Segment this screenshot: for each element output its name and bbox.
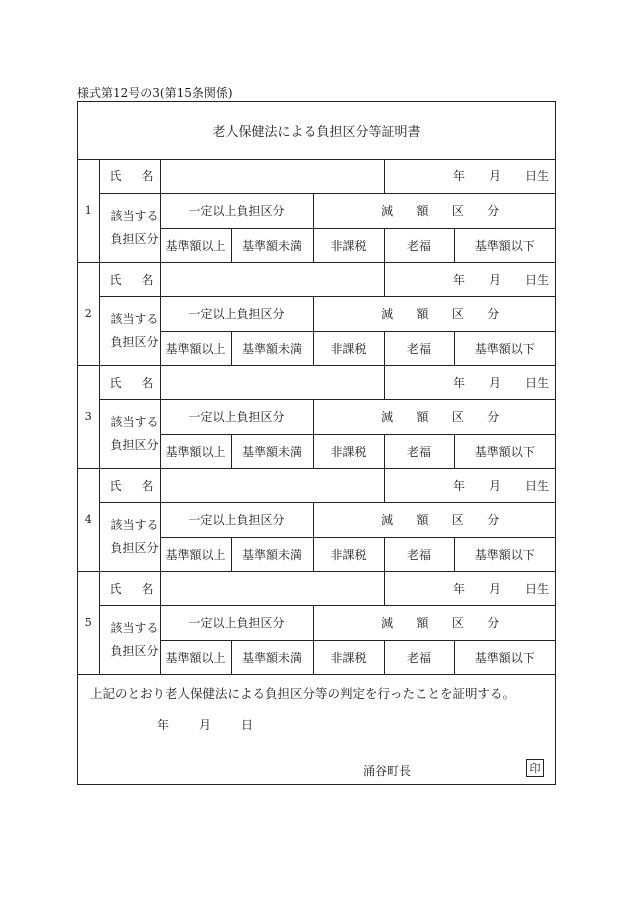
- birth-date-field[interactable]: [384, 468, 555, 502]
- reduction-char: 減: [381, 616, 394, 630]
- applicable-label-2: 負担区分: [110, 643, 159, 658]
- reduction-char: 額: [416, 307, 429, 321]
- reduction-char: 分: [487, 513, 500, 527]
- name-label: [99, 571, 160, 605]
- fixed-burden-category-header: 一定以上負担区分: [160, 399, 313, 434]
- applicable-label-2: 負担区分: [110, 437, 159, 452]
- name-label-1: 氏: [109, 375, 122, 390]
- sub-category-cell: 基準額以下: [454, 228, 555, 262]
- dob-year: 年: [452, 581, 465, 596]
- reduction-char: 分: [487, 616, 500, 630]
- entry-name-row: [78, 365, 555, 399]
- sub-category-cell: 基準額以上: [160, 537, 231, 571]
- sub-category-cell: 基準額未満: [231, 537, 313, 571]
- form-number: 様式第12号の3(第15条関係): [77, 86, 233, 100]
- certification-date: [157, 716, 253, 733]
- certification-text: 上記のとおり老人保健法による負担区分等の判定を行ったことを証明する。: [90, 686, 516, 701]
- reduction-category-header: [313, 605, 555, 640]
- sub-category-cell: 非課税: [313, 228, 384, 262]
- name-field[interactable]: [160, 159, 384, 193]
- fixed-burden-category-header: 一定以上負担区分: [160, 502, 313, 537]
- fixed-burden-category-header: 一定以上負担区分: [160, 605, 313, 640]
- sub-category-cell: 基準額未満: [231, 228, 313, 262]
- name-label-1: 氏: [109, 272, 122, 287]
- name-label-2: 名: [141, 375, 154, 390]
- dob-month: 月: [489, 581, 502, 596]
- applicable-label-2: 負担区分: [110, 334, 159, 349]
- entry-category-header-row: [78, 399, 555, 434]
- sub-category-cell: 老福: [384, 331, 454, 365]
- reduction-char: 区: [451, 307, 464, 321]
- dob-year: 年: [452, 169, 465, 184]
- reduction-char: 額: [416, 410, 429, 424]
- entry-name-row: [78, 262, 555, 296]
- reduction-category-header: [313, 502, 555, 537]
- dob-day: 日生: [525, 478, 550, 493]
- sub-category-cell: 基準額未満: [231, 434, 313, 468]
- fixed-burden-category-header: 一定以上負担区分: [160, 296, 313, 331]
- dob-day: 日生: [525, 375, 550, 390]
- entry-name-row: [78, 159, 555, 193]
- name-field[interactable]: [160, 571, 384, 605]
- name-label-2: 名: [141, 581, 154, 596]
- applicable-category-label: [99, 399, 160, 468]
- cert-month: 月: [199, 718, 212, 732]
- sub-category-cell: 非課税: [313, 537, 384, 571]
- applicable-label-1: 該当する: [110, 208, 159, 223]
- name-label-1: 氏: [109, 478, 122, 493]
- sub-category-cell: 老福: [384, 434, 454, 468]
- birth-date-field[interactable]: [384, 159, 555, 193]
- reduction-char: 分: [487, 307, 500, 321]
- reduction-char: 減: [381, 204, 394, 218]
- name-label-2: 名: [141, 478, 154, 493]
- dob-month: 月: [489, 375, 502, 390]
- applicable-category-label: [99, 193, 160, 262]
- entry-number: 2: [78, 262, 99, 365]
- reduction-char: 分: [487, 204, 500, 218]
- certification-section: [78, 674, 555, 786]
- sub-category-cell: 非課税: [313, 331, 384, 365]
- applicable-label-1: 該当する: [110, 414, 159, 429]
- dob-month: 月: [489, 478, 502, 493]
- applicable-category-label: [99, 502, 160, 571]
- reduction-char: 区: [451, 513, 464, 527]
- sub-category-cell: 基準額以下: [454, 640, 555, 674]
- dob-day: 日生: [525, 581, 550, 596]
- name-label-1: 氏: [109, 169, 122, 184]
- reduction-category-header: [313, 296, 555, 331]
- entry-category-header-row: [78, 605, 555, 640]
- reduction-char: 区: [451, 410, 464, 424]
- fixed-burden-category-header: 一定以上負担区分: [160, 193, 313, 228]
- entry-category-header-row: [78, 502, 555, 537]
- sub-category-cell: 非課税: [313, 434, 384, 468]
- entry-number: 5: [78, 571, 99, 674]
- reduction-char: 分: [487, 410, 500, 424]
- name-field[interactable]: [160, 365, 384, 399]
- sub-category-cell: 基準額未満: [231, 640, 313, 674]
- sub-category-cell: 基準額以上: [160, 434, 231, 468]
- sub-category-cell: 老福: [384, 537, 454, 571]
- sub-category-cell: 老福: [384, 228, 454, 262]
- dob-year: 年: [452, 478, 465, 493]
- name-field[interactable]: [160, 262, 384, 296]
- certificate-form: [77, 101, 556, 785]
- cert-day: 日: [241, 718, 254, 732]
- entry-name-row: [78, 468, 555, 502]
- sub-category-cell: 基準額以下: [454, 434, 555, 468]
- reduction-char: 額: [416, 204, 429, 218]
- mayor-title: 涌谷町長: [363, 764, 412, 778]
- entry-number: 1: [78, 159, 99, 262]
- birth-date-field[interactable]: [384, 571, 555, 605]
- sub-category-cell: 老福: [384, 640, 454, 674]
- dob-day: 日生: [525, 272, 550, 287]
- sub-category-cell: 基準額未満: [231, 331, 313, 365]
- dob-month: 月: [489, 272, 502, 287]
- sub-category-cell: 基準額以上: [160, 228, 231, 262]
- sub-category-cell: 非課税: [313, 640, 384, 674]
- seal-mark: 印: [526, 759, 544, 777]
- applicable-label-1: 該当する: [110, 620, 159, 635]
- reduction-char: 減: [381, 513, 394, 527]
- name-label-2: 名: [141, 169, 154, 184]
- reduction-category-header: [313, 193, 555, 228]
- applicable-label-1: 該当する: [110, 517, 159, 532]
- name-label-2: 名: [141, 272, 154, 287]
- dob-year: 年: [452, 375, 465, 390]
- birth-date-field[interactable]: [384, 262, 555, 296]
- name-label-1: 氏: [109, 581, 122, 596]
- applicable-label-2: 負担区分: [110, 540, 159, 555]
- entry-name-row: [78, 571, 555, 605]
- entry-number: 3: [78, 365, 99, 468]
- name-label: [99, 365, 160, 399]
- sub-category-cell: 基準額以下: [454, 331, 555, 365]
- applicable-label-2: 負担区分: [110, 231, 159, 246]
- reduction-char: 額: [416, 616, 429, 630]
- reduction-char: 額: [416, 513, 429, 527]
- reduction-char: 区: [451, 616, 464, 630]
- name-label: [99, 262, 160, 296]
- entry-number: 4: [78, 468, 99, 571]
- reduction-char: 減: [381, 307, 394, 321]
- name-field[interactable]: [160, 468, 384, 502]
- applicable-label-1: 該当する: [110, 311, 159, 326]
- cert-year: 年: [157, 718, 170, 732]
- dob-month: 月: [489, 169, 502, 184]
- dob-year: 年: [452, 272, 465, 287]
- birth-date-field[interactable]: [384, 365, 555, 399]
- applicable-category-label: [99, 605, 160, 674]
- reduction-char: 減: [381, 410, 394, 424]
- name-label: [99, 468, 160, 502]
- entry-category-header-row: [78, 296, 555, 331]
- sub-category-cell: 基準額以上: [160, 640, 231, 674]
- sub-category-cell: 基準額以上: [160, 331, 231, 365]
- reduction-category-header: [313, 399, 555, 434]
- entries-table: [78, 159, 555, 675]
- entry-category-header-row: [78, 193, 555, 228]
- applicable-category-label: [99, 296, 160, 365]
- reduction-char: 区: [451, 204, 464, 218]
- sub-category-cell: 基準額以下: [454, 537, 555, 571]
- form-title: 老人保健法による負担区分等証明書: [78, 102, 555, 160]
- dob-day: 日生: [525, 169, 550, 184]
- name-label: [99, 159, 160, 193]
